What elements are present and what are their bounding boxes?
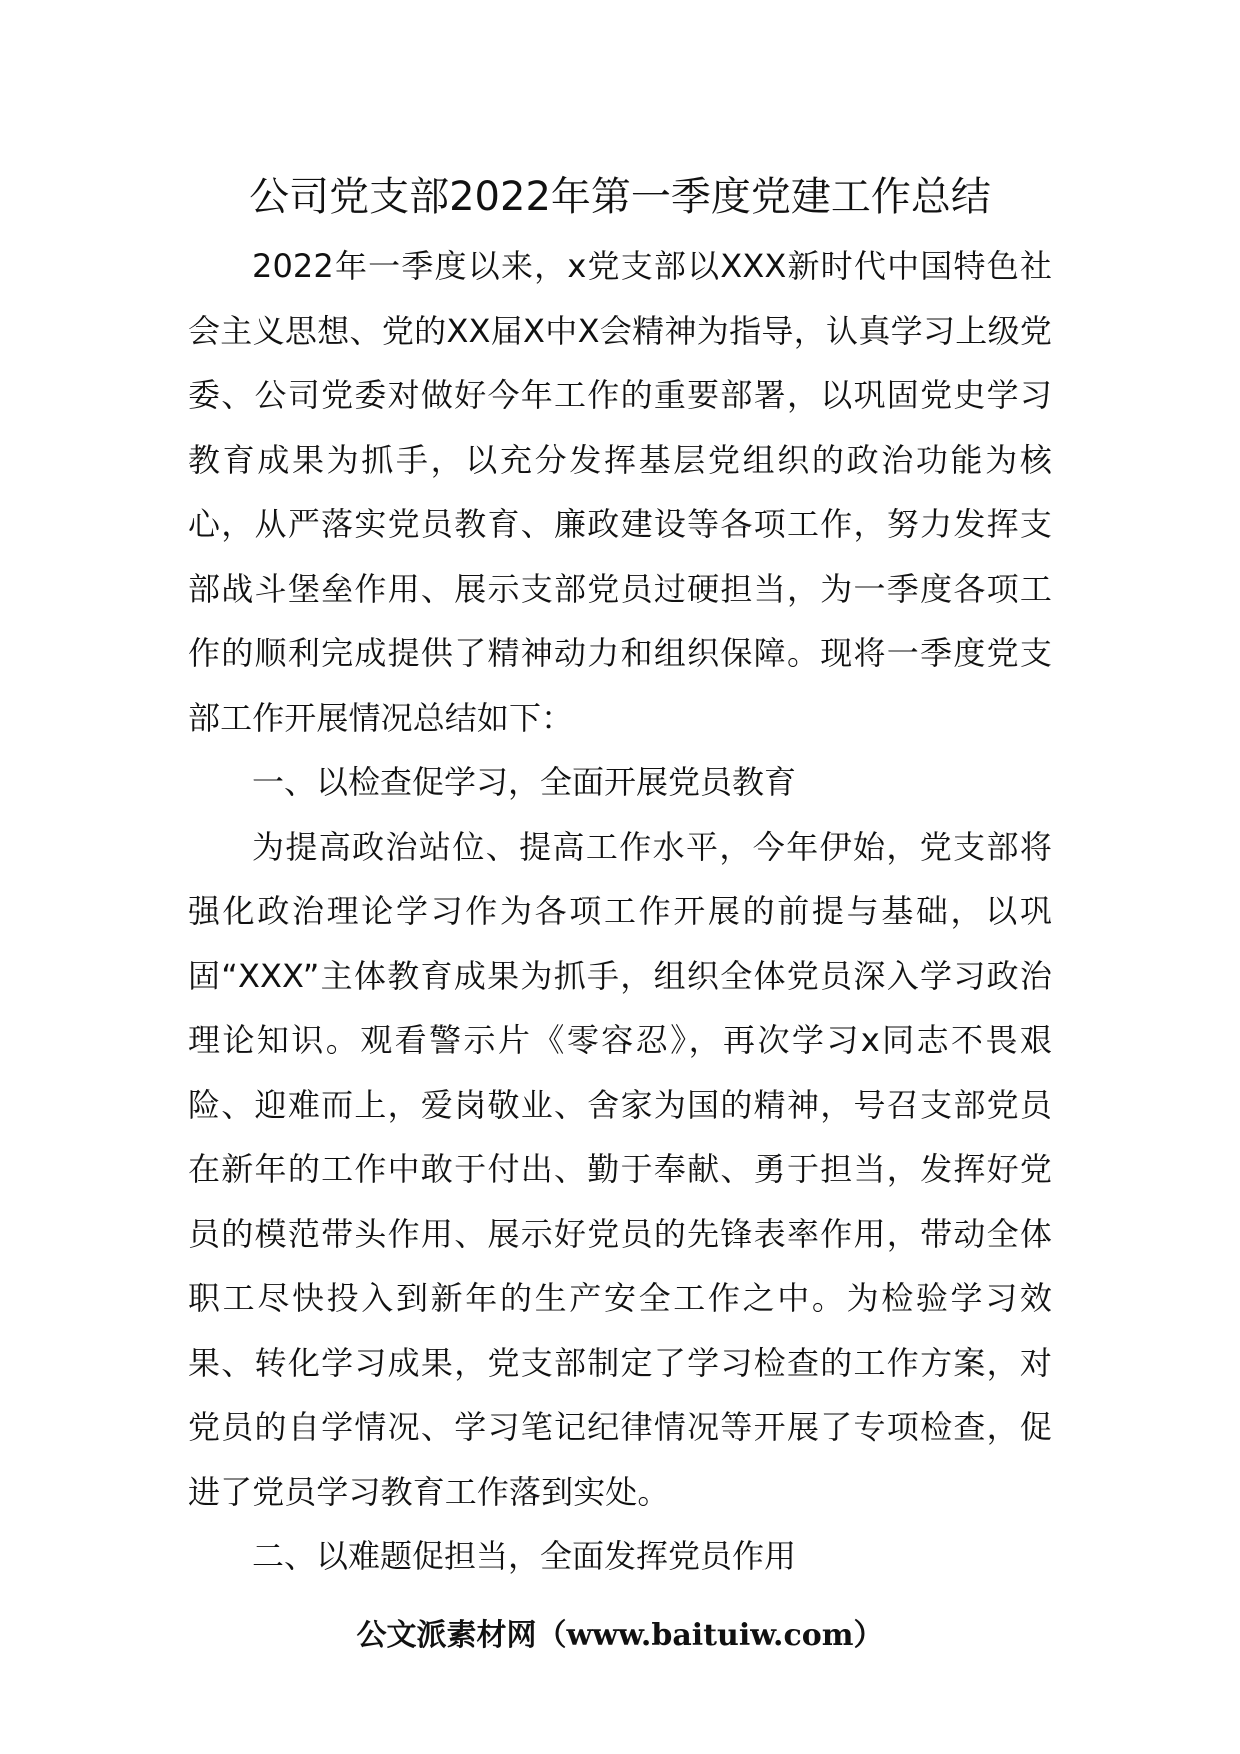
section-heading-1: 一、以检查促学习，全面开展党员教育 [252, 763, 797, 801]
document-title: 公司党支部2022年第一季度党建工作总结 [249, 174, 991, 220]
intro-paragraph: 2022年一季度以来，x党支部以XXX新时代中国特色社会主义思想、党的XX届X中X会精神为指导，认真学习上级党委、公司党委对做好今年工作的重要部署，以巩固党史学习教育成果为抓手，以充分发挥基层党组织的政治功能为核心，从严落实党员教育、廉政建设等各项工作，努力发挥支部战斗堡垒作用、展示支部党员过硬担当，为一季度各项工作的顺利完成提供了精神动力和组织保障。现将一季度党支部工作开展情况总结如下： [188, 247, 1052, 737]
document-body [188, 234, 1052, 1589]
footer-watermark: 公文派素材网（www.baituiw.com） [356, 1618, 884, 1653]
section-1-paragraph: 为提高政治站位、提高工作水平，今年伊始，党支部将强化政治理论学习作为各项工作开展的前提与基础，以巩固“XXX”主体教育成果为抓手，组织全体党员深入学习政治理论知识。观看警示片《零容忍》，再次学习x同志不畏艰险、迎难而上，爱岗敬业、舍家为国的精神，号召支部党员在新年的工作中敢于付出、勤于奉献、勇于担当，发挥好党员的模范带头作用、展示好党员的先锋表率作用，带动全体职工尽快投入到新年的生产安全工作之中。为检验学习效果、转化学习成果，党支部制定了学习检查的工作方案，对党员的自学情况、学习笔记纪律情况等开展了专项检查，促进了党员学习教育工作落到实处。 [188, 827, 1052, 1511]
section-heading-2: 二、以难题促担当，全面发挥党员作用 [252, 1537, 797, 1575]
